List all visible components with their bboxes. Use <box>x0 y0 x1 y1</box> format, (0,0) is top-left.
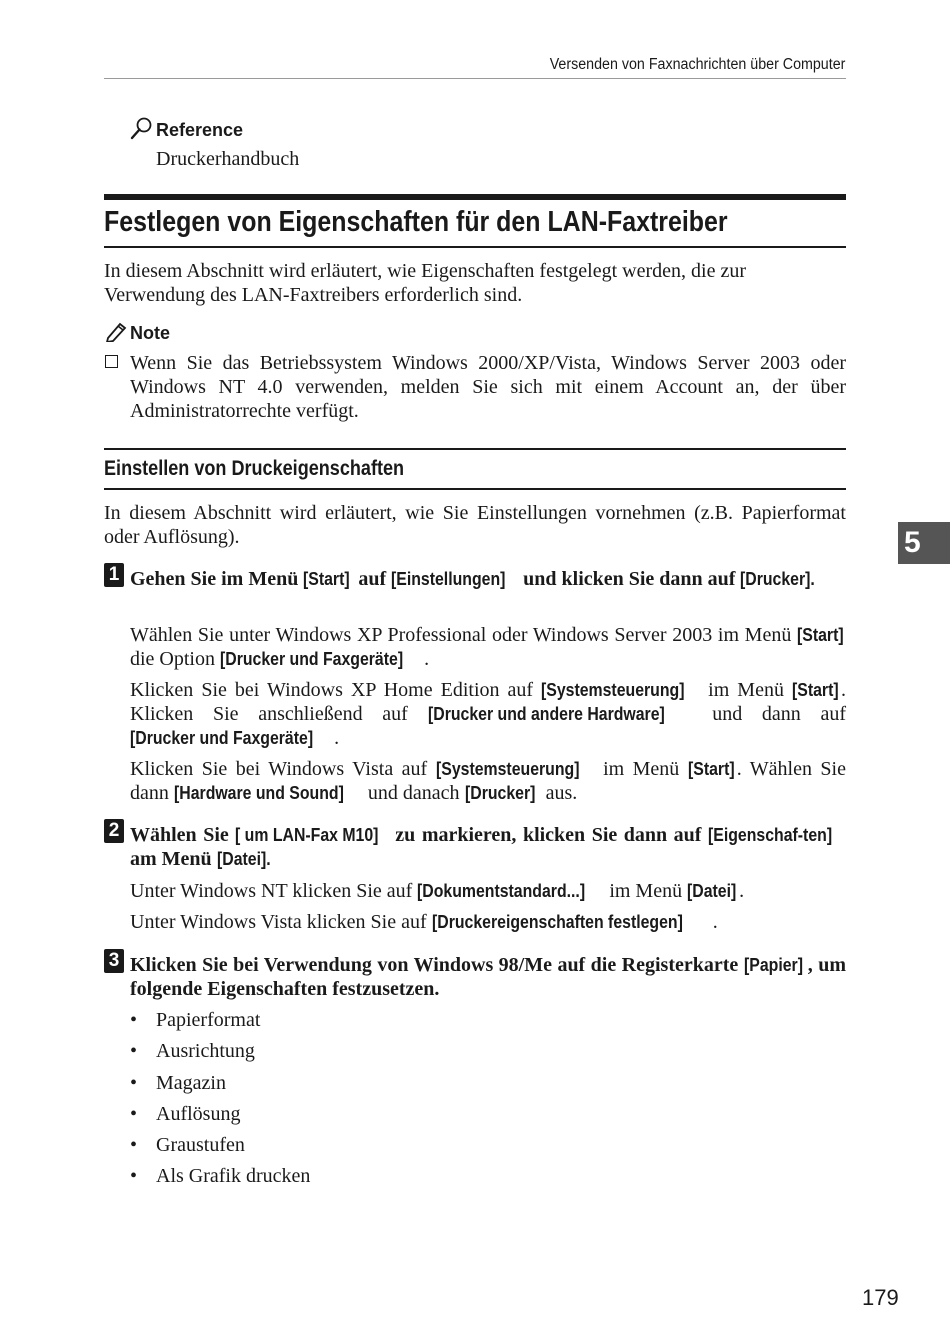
reference-text: Druckerhandbuch <box>156 148 300 170</box>
step-1-para-2-text-d: und dann auf <box>692 703 847 725</box>
list-item-text: Auflösung <box>156 1102 241 1125</box>
step-2-para-1-text-b: im Menü <box>604 880 688 902</box>
step-2-para-2-text-b: . <box>712 911 718 933</box>
step-2-para-2-keyword-druckereigenschaften: [Druckereigenschaften festlegen] <box>431 912 683 932</box>
step-1-para-2-keyword-start: [Start] <box>792 680 839 700</box>
list-item-text: Ausrichtung <box>156 1040 255 1063</box>
step-2-keyword-eigenschaften: [Eigenschaf-ten] <box>707 825 833 845</box>
list-item: • Ausrichtung <box>130 1040 255 1063</box>
note-item: Wenn Sie das Betriebssystem Windows 2000/XP/Vista, Windows Server 2003 oder Windows NT 4.0 verwenden, melden Sie sich mit einem Account an, der über Administratorrechte verfügt. <box>130 352 846 422</box>
section-title: Festlegen von Eigenschaften für den LAN-Faxtreiber <box>104 206 728 238</box>
step-2-para-2-text-a: Unter Windows Vista klicken Sie auf <box>130 911 432 933</box>
step-1-keyword-einstellungen: [Einstellungen] <box>391 569 506 589</box>
step-1-para-1-keyword-faxgeraete: [Drucker und Faxgeräte] <box>220 649 404 669</box>
subsection-intro: In diesem Abschnitt wird erläutert, wie Sie Einstellungen vornehmen (z.B. Papierformat oder Auflösung). <box>104 502 846 548</box>
subsection-bottom-rule <box>104 488 846 490</box>
reference-label: Reference <box>156 120 244 140</box>
step-1-para-3-text-e: aus. <box>540 782 578 804</box>
step-1-para-3-text-c: . Wählen Sie dann <box>130 758 846 804</box>
step-3-heading-text-b: , um folgende Eigenschaften festzusetzen. <box>130 954 846 1000</box>
step-1-para-2-keyword-systemsteuerung: [Systemsteuerung] <box>541 680 685 700</box>
step-2-para-1 <box>130 879 846 903</box>
step-1-heading-text-a: Gehen Sie im Menü <box>130 568 304 590</box>
step-1-para-2-keyword-faxgeraete: [Drucker und Faxgeräte] <box>130 728 314 748</box>
magnifier-icon <box>130 116 154 140</box>
step-1-para-1 <box>130 623 846 671</box>
step-1-heading-text-c: und klicken Sie dann auf <box>518 568 741 590</box>
step-1-heading-text-b: auf <box>353 568 392 590</box>
step-2-keyword-lan-fax: [ um LAN-Fax M10] <box>235 825 379 845</box>
step-2-para-1-text-c: . <box>739 880 745 902</box>
subsection-top-rule <box>104 448 846 450</box>
step-1-keyword-start: [Start] <box>303 569 350 589</box>
step-1-para-3 <box>130 757 846 805</box>
step-1-para-2-keyword-hardware: [Drucker und andere Hardware] <box>427 704 665 724</box>
list-item: • Auflösung <box>130 1102 241 1125</box>
step-1-para-2-text-b: im Menü <box>700 679 792 701</box>
step-1-para-1-keyword-start: [Start] <box>797 625 844 645</box>
step-1-para-1-text-a: Wählen Sie unter Windows XP Professional oder Windows Server 2003 im Menü <box>130 624 797 646</box>
chapter-number: 5 <box>904 526 921 559</box>
step-2-heading-text-c: am Menü <box>130 848 217 870</box>
list-item: • Papierformat <box>130 1009 261 1031</box>
step-1-para-3-keyword-drucker: [Drucker] <box>464 783 535 803</box>
step-3-heading <box>130 953 846 1001</box>
step-1-para-3-text-a: Klicken Sie bei Windows Vista auf <box>130 758 436 780</box>
step-3-keyword-papier: [Papier] <box>743 955 803 975</box>
step-number-2: 2 <box>104 819 124 843</box>
running-header: Versenden von Faxnachrichten über Computer <box>549 56 845 73</box>
step-number-1: 1 <box>104 563 124 587</box>
step-1-para-3-keyword-start: [Start] <box>687 759 735 779</box>
step-1-para-2 <box>130 678 846 750</box>
step-2-para-1-keyword-dokumentstandard: [Dokumentstandard...] <box>417 881 586 901</box>
step-1-para-3-keyword-systemsteuerung: [Systemsteuerung] <box>435 759 580 779</box>
step-2-para-2 <box>130 910 846 934</box>
step-2-heading-text-a: Wählen Sie <box>130 824 236 846</box>
step-1-para-2-text-a: Klicken Sie bei Windows XP Home Edition auf <box>130 679 542 701</box>
page-number: 179 <box>862 1285 899 1310</box>
step-3-heading-text-a: Klicken Sie bei Verwendung von Windows 98/Me auf die Registerkarte <box>130 954 744 976</box>
step-1-para-3-text-d: und danach <box>362 782 465 804</box>
list-item: • Als Grafik drucken <box>130 1165 311 1188</box>
list-item-text: Magazin <box>156 1071 226 1094</box>
step-2-heading <box>130 823 846 871</box>
step-2-para-1-keyword-datei: [Datei] <box>687 881 737 901</box>
section-bottom-rule <box>104 246 846 248</box>
subsection-title: Einstellen von Druckeigenschaften <box>104 457 405 480</box>
step-2-heading-text-b: zu markieren, klicken Sie dann auf <box>395 824 708 846</box>
step-1-para-3-text-b: im Menü <box>594 758 688 780</box>
step-1-para-2-text-c: . Klicken Sie anschließend auf <box>130 679 846 725</box>
step-3-bullet-list <box>130 1008 310 1196</box>
step-1-para-2-text-e: . <box>334 727 340 749</box>
pencil-icon <box>104 320 128 342</box>
list-item: • Magazin <box>130 1071 226 1094</box>
chapter-tab <box>898 522 950 564</box>
step-2-para-1-text-a: Unter Windows NT klicken Sie auf <box>130 880 418 902</box>
section-top-rule <box>104 194 846 200</box>
step-1-para-3-keyword-hardware-sound: [Hardware und Sound] <box>173 783 344 803</box>
step-1-heading <box>130 567 846 591</box>
list-item-text: Als Grafik drucken <box>156 1165 311 1188</box>
note-checkbox-icon <box>105 355 118 368</box>
step-number-3: 3 <box>104 949 124 973</box>
step-1-keyword-drucker: [Drucker]. <box>740 569 816 589</box>
list-item-text: Papierformat <box>156 1009 261 1031</box>
step-2-keyword-datei: [Datei]. <box>216 849 271 869</box>
list-item-text: Graustufen <box>156 1134 245 1157</box>
list-item: • Graustufen <box>130 1134 245 1157</box>
note-label: Note <box>130 323 170 343</box>
header-rule <box>104 78 846 79</box>
step-1-para-1-text-c: . <box>424 648 430 670</box>
step-1-para-1-text-b: die Option <box>130 648 220 670</box>
section-intro: In diesem Abschnitt wird erläutert, wie Eigenschaften festgelegt werden, die zur Verwendung des LAN-Faxtreibers erforderlich sind. <box>104 260 746 306</box>
